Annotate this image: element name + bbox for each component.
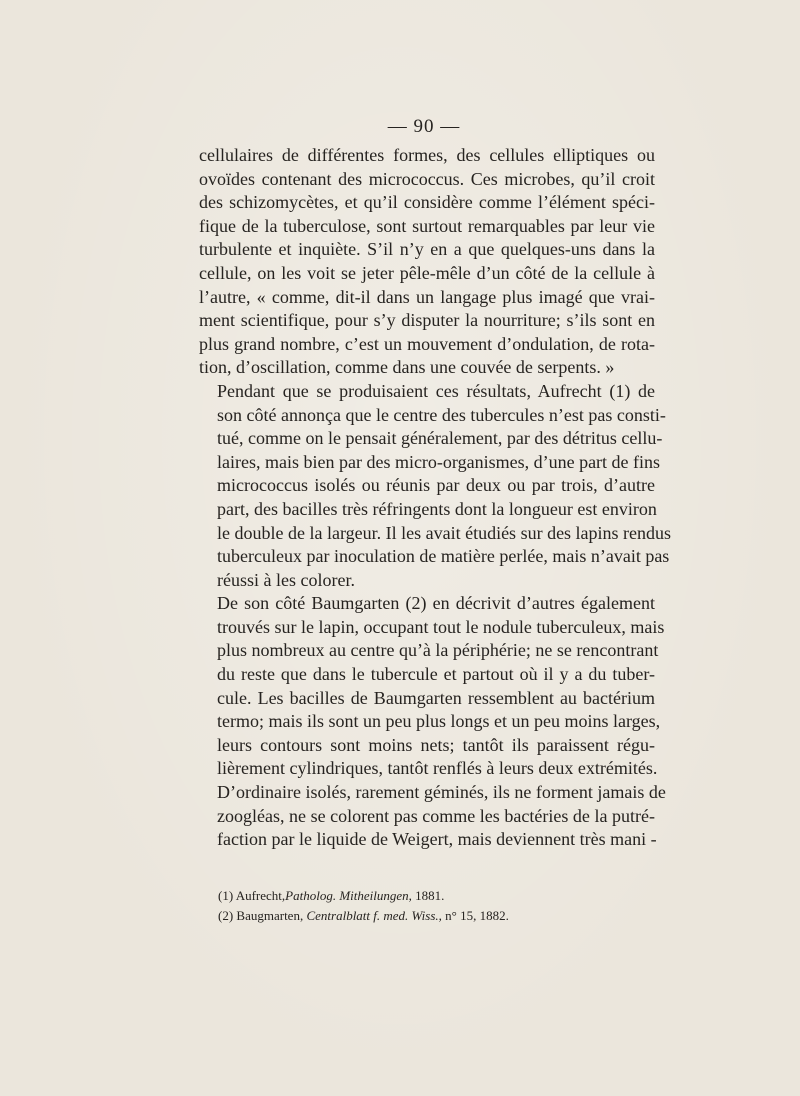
text-line: réussi à les colorer. (217, 569, 355, 590)
text-line: Pendant que se produisaient ces résultats, Aufrecht (1) de (217, 380, 655, 401)
text-line: turbulente et inquiète. S’il n’y en a que quelques-uns dans la (199, 239, 655, 260)
footnote-title: Centralblatt f. med. Wiss., (306, 908, 442, 923)
footnote-2 (218, 906, 618, 926)
paragraph-1 (199, 144, 655, 380)
text-line: lièrement cylindriques, tantôt renflés à leurs deux extrémités. (217, 758, 658, 779)
footnotes (218, 886, 618, 926)
text-line: part, des bacilles très réfringents dont la longueur est environ (217, 498, 657, 519)
text-line: De son côté Baumgarten (2) en décrivit d’autres également (217, 593, 655, 614)
text-line: cellule, on les voit se jeter pêle-mêle d’un côté de la cellule à (199, 262, 655, 283)
text-line: micrococcus isolés ou réunis par deux ou par trois, d’autre (217, 475, 655, 496)
text-line: des schizomycètes, et qu’il considère comme l’élément spéci- (199, 192, 655, 213)
text-line: leurs contours sont moins nets; tantôt ils paraissent régu- (217, 734, 655, 755)
text-line: tué, comme on le pensait généralement, par des détritus cellu- (217, 428, 663, 449)
text-line: tuberculeux par inoculation de matière perlée, mais n’avait pas (217, 546, 670, 567)
paragraph-2 (199, 380, 672, 592)
footnote-1 (218, 886, 618, 906)
page-number: — 90 — (387, 116, 461, 137)
body-text (199, 144, 672, 852)
text-line: ment scientifique, pour s’y disputer la nourriture; s’ils sont en (199, 310, 655, 331)
footnote-author: Baugmarten, (236, 908, 304, 923)
text-line: tion, d’oscillation, comme dans une couvée de serpents. » (199, 357, 615, 378)
paragraph-3 (199, 592, 666, 852)
text-line: trouvés sur le lapin, occupant tout le nodule tuberculeux, mais (217, 616, 665, 637)
footnote-marker: (1) (218, 888, 234, 903)
text-line: du reste que dans le tubercule et partout où il y a du tuber- (217, 664, 655, 685)
text-line: cule. Les bacilles de Baumgarten ressemblent au bactérium (217, 687, 655, 708)
footnote-year: 1881. (415, 888, 445, 903)
text-line: le double de la largeur. Il les avait étudiés sur des lapins rendus (217, 522, 672, 543)
text-line: termo; mais ils sont un peu plus longs et un peu moins larges, (217, 711, 661, 732)
text-line: plus nombreux au centre qu’à la périphérie; ne se rencontrant (217, 640, 659, 661)
text-line: cellulaires de différentes formes, des cellules elliptiques ou (199, 145, 655, 165)
footnote-year: n° 15, 1882. (445, 908, 509, 923)
text-line: ovoïdes contenant des micrococcus. Ces microbes, qu’il croit (199, 168, 655, 189)
text-line: fique de la tuberculose, sont surtout remarquables par leur vie (199, 215, 655, 236)
text-line: faction par le liquide de Weigert, mais deviennent très mani - (217, 829, 657, 850)
text-line: l’autre, « comme, dit-il dans un langage plus imagé que vrai- (199, 286, 655, 307)
text-line: son côté annonça que le centre des tubercules n’est pas consti- (217, 404, 666, 425)
text-line: laires, mais bien par des micro-organismes, d’une part de fins (217, 451, 661, 472)
footnote-author: Aufrecht, (235, 888, 286, 903)
text-line: D’ordinaire isolés, rarement géminés, ils ne forment jamais de (217, 782, 666, 803)
text-line: plus grand nombre, c’est un mouvement d’ondulation, de rota- (199, 333, 655, 354)
text-line: zoogléas, ne se colorent pas comme les bactéries de la putré- (217, 805, 655, 826)
footnote-marker: (2) (218, 908, 234, 923)
footnote-title: Patholog. Mitheilungen, (285, 888, 412, 903)
